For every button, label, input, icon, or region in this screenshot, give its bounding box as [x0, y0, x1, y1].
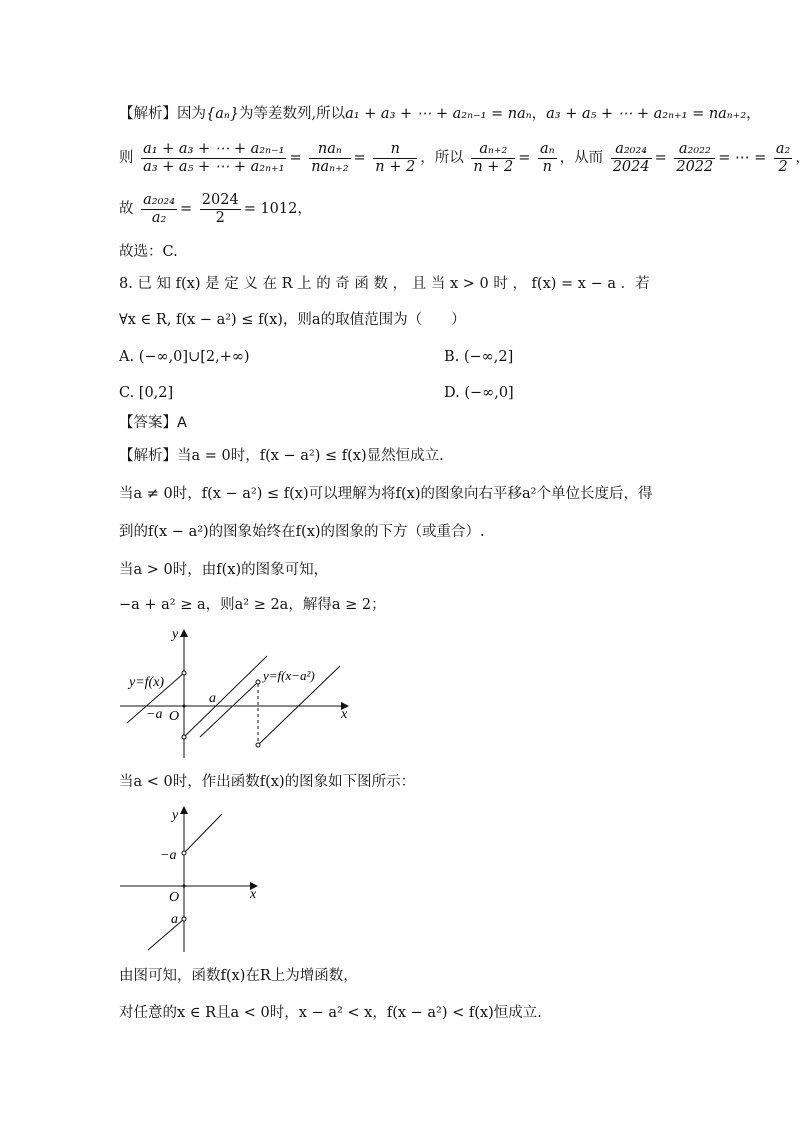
analysis8-line5: −a + a² ≥ a，则a² ≥ 2a，解得a ≥ 2； [119, 597, 386, 613]
fraction: $\frac{\text{naₙ}}{\text{naₙ₊₂}}$ [311, 140, 349, 175]
origin-label: O [169, 709, 180, 724]
analysis8-line8: 对任意的x ∈ R且a < 0时，x − a² < x，f(x − a²) < f(x)恒成立. [119, 1005, 542, 1021]
fraction: $\frac{2024}{2}$ [201, 191, 239, 226]
a-label: a [209, 691, 216, 706]
sum-equation-1: a₁ + a₃ + ⋯ + a₂ₙ₋₁ = naₙ [345, 106, 532, 122]
analysis8-line1: 【解析】当a = 0时，f(x − a²) ≤ f(x)显然恒成立. [119, 448, 444, 464]
analysis8-line4: 当a > 0时，由f(x)的图象可知， [119, 562, 329, 578]
answer-line: 【答案】A [119, 415, 187, 431]
open-point [182, 917, 186, 921]
x-axis-label: x [341, 707, 348, 722]
sequence-symbol: {aₙ} [206, 106, 239, 122]
y-axis-label: y [172, 808, 179, 823]
option-c: C. [0,2] [119, 385, 174, 401]
analysis-heading: 【解析】 [119, 106, 177, 122]
open-point [256, 680, 260, 684]
f-right-branch [184, 656, 267, 737]
analysis8-line2: 当a ≠ 0时，f(x − a²) ≤ f(x)可以理解为将f(x)的图象向右平移a²个单位长度后，得 [119, 486, 653, 502]
analysis7-line3: 故 $\frac{\text{a₂₀₂₄}}{\text{a₂}}$ = $\frac{2024}{2}$ = 1012， [119, 191, 312, 226]
figure-increasing-graph [115, 800, 265, 955]
fraction: $\frac{\text{a₂}}{2}$ [775, 140, 791, 175]
option-a: A. (−∞,0]∪[2,+∞) [119, 349, 250, 365]
f-label: y=f(x) [129, 675, 165, 690]
f-right-branch [184, 814, 222, 853]
y-axis-label: y [172, 627, 179, 642]
fraction: $\frac{n}{n + 2}$ [375, 140, 416, 175]
neg-a-label: −a [146, 707, 163, 722]
open-point [182, 671, 186, 675]
analysis7-line1: 【解析】因为{aₙ}为等差数列,所以a₁ + a₃ + ⋯ + a₂ₙ₋₁ = naₙ，a₃ + a₅ + ⋯ + a₂ₙ₊₁ = naₙ₊₂， [119, 106, 761, 122]
choice-line: 故选：C. [119, 244, 178, 260]
fraction: $\frac{\text{a₁ + a₃ + ⋯ + a₂ₙ₋₁}}{\text{a₃ + a₅ + ⋯ + a₂ₙ₊₁}}$ [143, 140, 285, 175]
fraction: $\frac{\text{aₙ}}{n}$ [540, 140, 555, 175]
analysis8-line7: 由图可知，函数f(x)在R上为增函数， [119, 968, 358, 984]
sum-equation-2: a₃ + a₅ + ⋯ + a₂ₙ₊₁ = naₙ₊₂ [546, 106, 747, 122]
fraction: $\frac{\text{a₂₀₂₂}}{2022}$ [676, 140, 714, 175]
open-point [182, 851, 186, 855]
f-left-branch [148, 919, 184, 950]
analysis8-line3: 到的f(x − a²)的图象始终在f(x)的图象的下方（或重合）. [119, 524, 485, 540]
open-point [182, 735, 186, 739]
option-b: B. (−∞,2] [444, 349, 514, 365]
x-axis-label: x [250, 887, 257, 902]
analysis8-line6: 当a < 0时，作出函数f(x)的图象如下图所示： [119, 774, 416, 790]
fraction: $\frac{\text{a₂₀₂₄}}{2024}$ [612, 140, 650, 175]
fraction: $\frac{\text{aₙ₊₂}}{n + 2}$ [473, 140, 514, 175]
shift-label: y=f(x−a²) [263, 668, 315, 683]
question8-stem-line2: ∀x ∈ R, f(x − a²) ≤ f(x)，则a的取值范围为（ ） [119, 312, 466, 328]
question8-stem-line1: 8. 已 知 f(x) 是 定 义 在 R 上 的 奇 函 数 ， 且 当 x > 0 时 ， f(x) = x − a ．若 [119, 276, 650, 292]
neg-a-label: −a [160, 848, 177, 863]
origin-label: O [169, 890, 180, 905]
fraction: $\frac{\text{a₂₀₂₄}}{\text{a₂}}$ [143, 191, 176, 226]
analysis7-line2: 则 $\frac{\text{a₁ + a₃ + ⋯ + a₂ₙ₋₁}}{\text{a₃ + a₅ + ⋯ + a₂ₙ₊₁}}$ = $\frac{\text{naₙ}}{\text{naₙ₊₂}}$ = $\frac{n}{n + 2}$ ，所以 $\frac{\text{aₙ₊₂}}{n + 2}$ = $\frac{\text{aₙ}}{n}$ ，从而 $\frac{\text{a₂₀₂₄}}{2024}$ = $\frac{\text{a₂₀₂₂}}{2022}$ = ⋯ = $\frac{\text{a₂}}{2}$ ， [119, 140, 810, 175]
option-d: D. (−∞,0] [444, 385, 514, 401]
a-label: a [171, 912, 178, 927]
figure-shift-graph [115, 622, 360, 762]
open-point [256, 743, 260, 747]
